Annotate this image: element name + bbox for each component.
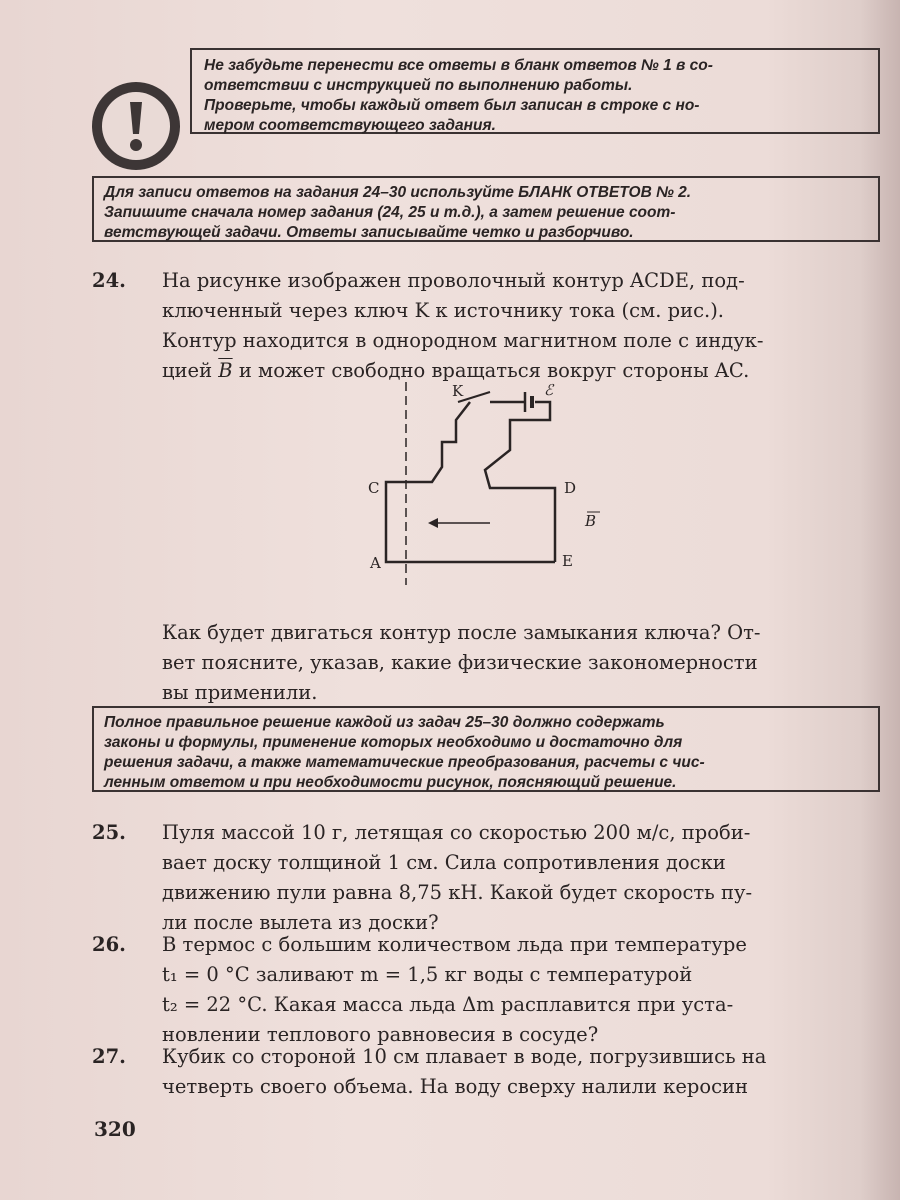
text-fragment: цией xyxy=(162,359,213,382)
notice-line: Для записи ответов на задания 24–30 используйте БЛАНК ОТВЕТОВ № 2. xyxy=(104,184,692,201)
label-c: C xyxy=(368,479,380,497)
notice-line: мером соответствующего задания. xyxy=(204,117,496,134)
notice-line: ленным ответом и при необходимости рисунок, поясняющий решение. xyxy=(104,774,677,791)
notice-line: ветствующей задачи. Ответы записывайте четко и разборчиво. xyxy=(104,224,634,241)
vector-b-symbol: $\overline{B}$ xyxy=(218,359,233,382)
task-text-line: t₂ = 22 °C. Какая масса льда Δm расплавится при уста- xyxy=(162,993,734,1016)
field-arrow-head xyxy=(428,518,438,528)
task-text-line: Контур находится в однородном магнитном поле с индук- xyxy=(162,329,764,352)
label-d: D xyxy=(564,479,577,497)
text-fragment: и может свободно вращаться вокруг стороны AC. xyxy=(238,359,750,382)
label-a: A xyxy=(370,554,381,572)
task-24 xyxy=(92,266,882,386)
notice-line: законы и формулы, применение которых необходимо и достаточно для xyxy=(104,734,683,751)
task-text-line: В термос с большим количеством льда при температуре xyxy=(162,933,747,956)
notice-line: решения задачи, а также математические преобразования, расчеты с чис- xyxy=(104,754,705,771)
notice-full-solution xyxy=(92,706,880,792)
label-b: B xyxy=(584,512,596,530)
exclamation-icon xyxy=(92,82,180,170)
task-24-question xyxy=(92,618,882,708)
task-text-line: вет поясните, указав, какие физические закономерности xyxy=(162,651,758,674)
task-number: 24. xyxy=(92,269,126,292)
notice-line: Полное правильное решение каждой из задач 25–30 должно содержать xyxy=(104,714,665,731)
task-26 xyxy=(92,930,882,1050)
notice-answer-form-2 xyxy=(92,176,880,242)
circuit-diagram xyxy=(360,380,600,590)
notice-transfer-answers xyxy=(190,48,880,134)
task-number: 26. xyxy=(92,933,126,956)
notice-line: ответствии с инструкцией по выполнению работы. xyxy=(204,77,633,94)
task-text-line: ключенный через ключ K к источнику тока (см. рис.). xyxy=(162,299,725,322)
task-text-line: четверть своего объема. На воду сверху налили керосин xyxy=(162,1075,749,1098)
task-27 xyxy=(92,1042,882,1102)
notice-line: Не забудьте перенести все ответы в бланк ответов № 1 в со- xyxy=(204,57,713,74)
task-text-line: вает доску толщиной 1 см. Сила сопротивления доски xyxy=(162,851,726,874)
task-25 xyxy=(92,818,882,938)
wire-upper-left xyxy=(386,402,470,492)
task-number: 27. xyxy=(92,1045,126,1068)
task-text-line: t₁ = 0 °C заливают m = 1,5 кг воды с температурой xyxy=(162,963,693,986)
task-text-line: движению пули равна 8,75 кН. Какой будет скорость пу- xyxy=(162,881,753,904)
task-text-line: Пуля массой 10 г, летящая со скоростью 200 м/с, проби- xyxy=(162,821,751,844)
label-e: E xyxy=(562,552,573,570)
task-text-line: Кубик со стороной 10 см плавает в воде, погрузившись на xyxy=(162,1045,767,1068)
notice-line: Проверьте, чтобы каждый ответ был записан в строке с но- xyxy=(204,97,700,114)
task-text-line: ли после вылета из доски? xyxy=(162,911,439,934)
page-number: 320 xyxy=(94,1117,136,1141)
task-text-line: вы применили. xyxy=(162,681,318,704)
task-text-line: Как будет двигаться контур после замыкания ключа? От- xyxy=(162,621,761,644)
notice-line: Запишите сначала номер задания (24, 25 и т.д.), а затем решение соот- xyxy=(104,204,676,221)
label-k: K xyxy=(452,382,464,400)
task-text-line: новлении теплового равновесия в сосуде? xyxy=(162,1023,599,1046)
label-emf: ℰ xyxy=(544,381,554,399)
wire-ace xyxy=(386,492,555,562)
task-number: 25. xyxy=(92,821,126,844)
wire-right xyxy=(485,402,555,562)
task-text-line: На рисунке изображен проволочный контур ACDE, под- xyxy=(162,269,745,292)
